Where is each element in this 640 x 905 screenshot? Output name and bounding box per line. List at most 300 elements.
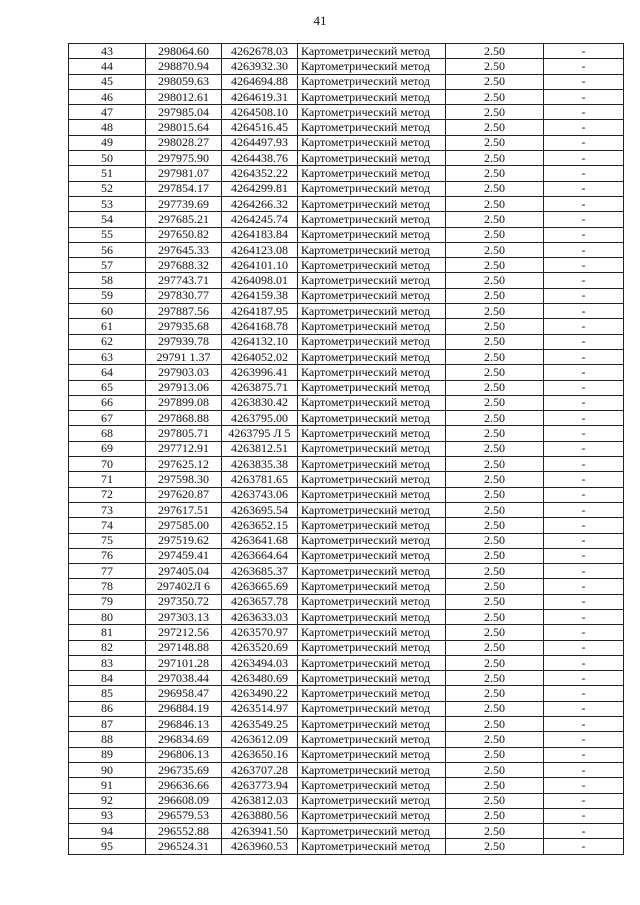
x-coordinate-cell: 297585.00	[146, 518, 222, 533]
method-cell: Картометрический метод	[298, 166, 446, 181]
point-number-cell: 63	[69, 349, 146, 364]
note-cell: -	[544, 426, 624, 441]
point-number-cell: 81	[69, 625, 146, 640]
point-number-cell: 57	[69, 258, 146, 273]
method-cell: Картометрический метод	[298, 288, 446, 303]
accuracy-cell: 2.50	[446, 457, 544, 472]
point-number-cell: 66	[69, 395, 146, 410]
accuracy-cell: 2.50	[446, 518, 544, 533]
note-cell: -	[544, 502, 624, 517]
x-coordinate-cell: 296806.13	[146, 747, 222, 762]
accuracy-cell: 2.50	[446, 380, 544, 395]
x-coordinate-cell: 297598.30	[146, 472, 222, 487]
y-coordinate-cell: 4264352.22	[222, 166, 298, 181]
x-coordinate-cell: 297617.51	[146, 502, 222, 517]
y-coordinate-cell: 4263514.97	[222, 701, 298, 716]
accuracy-cell: 2.50	[446, 579, 544, 594]
x-coordinate-cell: 297913.06	[146, 380, 222, 395]
accuracy-cell: 2.50	[446, 487, 544, 502]
x-coordinate-cell: 297985.04	[146, 105, 222, 120]
method-cell: Картометрический метод	[298, 717, 446, 732]
method-cell: Картометрический метод	[298, 395, 446, 410]
table-row	[69, 778, 624, 793]
note-cell: -	[544, 120, 624, 135]
x-coordinate-cell: 296958.47	[146, 686, 222, 701]
note-cell: -	[544, 548, 624, 563]
accuracy-cell: 2.50	[446, 778, 544, 793]
point-number-cell: 61	[69, 319, 146, 334]
table-row	[69, 441, 624, 456]
point-number-cell: 78	[69, 579, 146, 594]
x-coordinate-cell: 297868.88	[146, 411, 222, 426]
method-cell: Картометрический метод	[298, 808, 446, 823]
y-coordinate-cell: 4263520.69	[222, 640, 298, 655]
y-coordinate-cell: 4264497.93	[222, 135, 298, 150]
table-row	[69, 609, 624, 624]
x-coordinate-cell: 297830.77	[146, 288, 222, 303]
method-cell: Картометрический метод	[298, 242, 446, 257]
y-coordinate-cell: 4262678.03	[222, 44, 298, 59]
x-coordinate-cell: 298870.94	[146, 59, 222, 74]
point-number-cell: 75	[69, 533, 146, 548]
accuracy-cell: 2.50	[446, 594, 544, 609]
point-number-cell: 84	[69, 671, 146, 686]
method-cell: Картометрический метод	[298, 74, 446, 89]
method-cell: Картометрический метод	[298, 319, 446, 334]
table-row	[69, 426, 624, 441]
table-row	[69, 411, 624, 426]
point-number-cell: 55	[69, 227, 146, 242]
method-cell: Картометрический метод	[298, 640, 446, 655]
table-row	[69, 319, 624, 334]
method-cell: Картометрический метод	[298, 824, 446, 839]
note-cell: -	[544, 625, 624, 640]
note-cell: -	[544, 839, 624, 854]
page-number: 41	[313, 13, 327, 28]
table-row	[69, 625, 624, 640]
y-coordinate-cell: 4264159.38	[222, 288, 298, 303]
method-cell: Картометрический метод	[298, 441, 446, 456]
table-row	[69, 579, 624, 594]
coordinates-table	[68, 43, 624, 855]
y-coordinate-cell: 4263707.28	[222, 762, 298, 777]
y-coordinate-cell: 4263795.00	[222, 411, 298, 426]
table-row	[69, 487, 624, 502]
note-cell: -	[544, 273, 624, 288]
accuracy-cell: 2.50	[446, 411, 544, 426]
y-coordinate-cell: 4264438.76	[222, 151, 298, 166]
table-row	[69, 120, 624, 135]
x-coordinate-cell: 297459.41	[146, 548, 222, 563]
y-coordinate-cell: 4264052.02	[222, 349, 298, 364]
table-row	[69, 747, 624, 762]
x-coordinate-cell: 297212.56	[146, 625, 222, 640]
method-cell: Картометрический метод	[298, 151, 446, 166]
y-coordinate-cell: 4263641.68	[222, 533, 298, 548]
x-coordinate-cell: 297805.71	[146, 426, 222, 441]
note-cell: -	[544, 212, 624, 227]
point-number-cell: 69	[69, 441, 146, 456]
accuracy-cell: 2.50	[446, 120, 544, 135]
point-number-cell: 59	[69, 288, 146, 303]
table-row	[69, 181, 624, 196]
accuracy-cell: 2.50	[446, 288, 544, 303]
y-coordinate-cell: 4263835.38	[222, 457, 298, 472]
note-cell: -	[544, 166, 624, 181]
point-number-cell: 48	[69, 120, 146, 135]
method-cell: Картометрический метод	[298, 579, 446, 594]
table-row	[69, 212, 624, 227]
accuracy-cell: 2.50	[446, 564, 544, 579]
accuracy-cell: 2.50	[446, 686, 544, 701]
point-number-cell: 44	[69, 59, 146, 74]
table-row	[69, 472, 624, 487]
note-cell: -	[544, 686, 624, 701]
x-coordinate-cell: 297303.13	[146, 609, 222, 624]
x-coordinate-cell: 297038.44	[146, 671, 222, 686]
x-coordinate-cell: 296884.19	[146, 701, 222, 716]
method-cell: Картометрический метод	[298, 44, 446, 59]
method-cell: Картометрический метод	[298, 135, 446, 150]
y-coordinate-cell: 4264168.78	[222, 319, 298, 334]
table-row	[69, 89, 624, 104]
accuracy-cell: 2.50	[446, 181, 544, 196]
note-cell: -	[544, 349, 624, 364]
note-cell: -	[544, 518, 624, 533]
x-coordinate-cell: 297645.33	[146, 242, 222, 257]
y-coordinate-cell: 4264101.10	[222, 258, 298, 273]
table-row	[69, 518, 624, 533]
y-coordinate-cell: 4263875.71	[222, 380, 298, 395]
x-coordinate-cell: 297899.08	[146, 395, 222, 410]
y-coordinate-cell: 4263695.54	[222, 502, 298, 517]
x-coordinate-cell: 298015.64	[146, 120, 222, 135]
method-cell: Картометрический метод	[298, 273, 446, 288]
method-cell: Картометрический метод	[298, 181, 446, 196]
point-number-cell: 58	[69, 273, 146, 288]
point-number-cell: 49	[69, 135, 146, 150]
point-number-cell: 72	[69, 487, 146, 502]
method-cell: Картометрический метод	[298, 701, 446, 716]
method-cell: Картометрический метод	[298, 625, 446, 640]
note-cell: -	[544, 258, 624, 273]
table-row	[69, 824, 624, 839]
y-coordinate-cell: 4264187.95	[222, 304, 298, 319]
method-cell: Картометрический метод	[298, 839, 446, 854]
method-cell: Картометрический метод	[298, 380, 446, 395]
point-number-cell: 71	[69, 472, 146, 487]
note-cell: -	[544, 671, 624, 686]
table-row	[69, 273, 624, 288]
y-coordinate-cell: 4263812.51	[222, 441, 298, 456]
method-cell: Картометрический метод	[298, 732, 446, 747]
table-row	[69, 59, 624, 74]
x-coordinate-cell: 297148.88	[146, 640, 222, 655]
note-cell: -	[544, 533, 624, 548]
note-cell: -	[544, 304, 624, 319]
point-number-cell: 82	[69, 640, 146, 655]
y-coordinate-cell: 4263490.22	[222, 686, 298, 701]
table-row	[69, 242, 624, 257]
y-coordinate-cell: 4263830.42	[222, 395, 298, 410]
x-coordinate-cell: 297975.90	[146, 151, 222, 166]
method-cell: Картометрический метод	[298, 426, 446, 441]
note-cell: -	[544, 242, 624, 257]
note-cell: -	[544, 824, 624, 839]
table-row	[69, 839, 624, 854]
y-coordinate-cell: 4264098.01	[222, 273, 298, 288]
table-row	[69, 365, 624, 380]
accuracy-cell: 2.50	[446, 793, 544, 808]
point-number-cell: 50	[69, 151, 146, 166]
note-cell: -	[544, 808, 624, 823]
point-number-cell: 56	[69, 242, 146, 257]
accuracy-cell: 2.50	[446, 227, 544, 242]
point-number-cell: 64	[69, 365, 146, 380]
method-cell: Картометрический метод	[298, 227, 446, 242]
x-coordinate-cell: 297935.68	[146, 319, 222, 334]
accuracy-cell: 2.50	[446, 89, 544, 104]
point-number-cell: 53	[69, 196, 146, 211]
point-number-cell: 54	[69, 212, 146, 227]
table-row	[69, 105, 624, 120]
x-coordinate-cell: 296834.69	[146, 732, 222, 747]
y-coordinate-cell: 4263880.56	[222, 808, 298, 823]
note-cell: -	[544, 472, 624, 487]
note-cell: -	[544, 151, 624, 166]
accuracy-cell: 2.50	[446, 839, 544, 854]
point-number-cell: 94	[69, 824, 146, 839]
note-cell: -	[544, 609, 624, 624]
x-coordinate-cell: 297625.12	[146, 457, 222, 472]
accuracy-cell: 2.50	[446, 732, 544, 747]
x-coordinate-cell: 297101.28	[146, 655, 222, 670]
y-coordinate-cell: 4263996.41	[222, 365, 298, 380]
accuracy-cell: 2.50	[446, 701, 544, 716]
note-cell: -	[544, 441, 624, 456]
x-coordinate-cell: 296846.13	[146, 717, 222, 732]
note-cell: -	[544, 579, 624, 594]
y-coordinate-cell: 4263932.30	[222, 59, 298, 74]
note-cell: -	[544, 89, 624, 104]
table-row	[69, 594, 624, 609]
y-coordinate-cell: 4263941.50	[222, 824, 298, 839]
table-row	[69, 564, 624, 579]
note-cell: -	[544, 181, 624, 196]
method-cell: Картометрический метод	[298, 518, 446, 533]
table-row	[69, 717, 624, 732]
point-number-cell: 87	[69, 717, 146, 732]
accuracy-cell: 2.50	[446, 44, 544, 59]
point-number-cell: 43	[69, 44, 146, 59]
y-coordinate-cell: 4263633.03	[222, 609, 298, 624]
note-cell: -	[544, 655, 624, 670]
point-number-cell: 91	[69, 778, 146, 793]
accuracy-cell: 2.50	[446, 258, 544, 273]
note-cell: -	[544, 747, 624, 762]
accuracy-cell: 2.50	[446, 655, 544, 670]
x-coordinate-cell: 298059.63	[146, 74, 222, 89]
y-coordinate-cell: 4264245.74	[222, 212, 298, 227]
method-cell: Картометрический метод	[298, 778, 446, 793]
y-coordinate-cell: 4263773.94	[222, 778, 298, 793]
accuracy-cell: 2.50	[446, 533, 544, 548]
accuracy-cell: 2.50	[446, 395, 544, 410]
note-cell: -	[544, 701, 624, 716]
accuracy-cell: 2.50	[446, 762, 544, 777]
note-cell: -	[544, 487, 624, 502]
point-number-cell: 88	[69, 732, 146, 747]
point-number-cell: 68	[69, 426, 146, 441]
method-cell: Картометрический метод	[298, 671, 446, 686]
x-coordinate-cell: 297405.04	[146, 564, 222, 579]
note-cell: -	[544, 564, 624, 579]
note-cell: -	[544, 762, 624, 777]
y-coordinate-cell: 4263685.37	[222, 564, 298, 579]
x-coordinate-cell: 296735.69	[146, 762, 222, 777]
table-row	[69, 44, 624, 59]
y-coordinate-cell: 4263664.64	[222, 548, 298, 563]
accuracy-cell: 2.50	[446, 717, 544, 732]
accuracy-cell: 2.50	[446, 808, 544, 823]
accuracy-cell: 2.50	[446, 747, 544, 762]
table-row	[69, 701, 624, 716]
note-cell: -	[544, 594, 624, 609]
point-number-cell: 93	[69, 808, 146, 823]
point-number-cell: 65	[69, 380, 146, 395]
accuracy-cell: 2.50	[446, 74, 544, 89]
coordinates-table-body	[69, 44, 624, 855]
note-cell: -	[544, 288, 624, 303]
table-row	[69, 349, 624, 364]
method-cell: Картометрический метод	[298, 258, 446, 273]
method-cell: Картометрический метод	[298, 120, 446, 135]
x-coordinate-cell: 297620.87	[146, 487, 222, 502]
x-coordinate-cell: 296636.66	[146, 778, 222, 793]
point-number-cell: 79	[69, 594, 146, 609]
method-cell: Картометрический метод	[298, 686, 446, 701]
note-cell: -	[544, 778, 624, 793]
method-cell: Картометрический метод	[298, 487, 446, 502]
method-cell: Картометрический метод	[298, 502, 446, 517]
accuracy-cell: 2.50	[446, 59, 544, 74]
point-number-cell: 47	[69, 105, 146, 120]
table-row	[69, 151, 624, 166]
table-row	[69, 74, 624, 89]
note-cell: -	[544, 334, 624, 349]
table-row	[69, 732, 624, 747]
method-cell: Картометрический метод	[298, 411, 446, 426]
accuracy-cell: 2.50	[446, 151, 544, 166]
table-row	[69, 502, 624, 517]
table-row	[69, 227, 624, 242]
y-coordinate-cell: 4263652.15	[222, 518, 298, 533]
note-cell: -	[544, 105, 624, 120]
note-cell: -	[544, 227, 624, 242]
x-coordinate-cell: 29791 1.37	[146, 349, 222, 364]
table-row	[69, 655, 624, 670]
x-coordinate-cell: 297402Л 6	[146, 579, 222, 594]
accuracy-cell: 2.50	[446, 824, 544, 839]
x-coordinate-cell: 296552.88	[146, 824, 222, 839]
point-number-cell: 90	[69, 762, 146, 777]
x-coordinate-cell: 297688.32	[146, 258, 222, 273]
point-number-cell: 76	[69, 548, 146, 563]
note-cell: -	[544, 640, 624, 655]
x-coordinate-cell: 297712.91	[146, 441, 222, 456]
note-cell: -	[544, 395, 624, 410]
y-coordinate-cell: 4263657.78	[222, 594, 298, 609]
accuracy-cell: 2.50	[446, 609, 544, 624]
method-cell: Картометрический метод	[298, 334, 446, 349]
x-coordinate-cell: 298064.60	[146, 44, 222, 59]
table-row	[69, 395, 624, 410]
y-coordinate-cell: 4263812.03	[222, 793, 298, 808]
table-row	[69, 640, 624, 655]
y-coordinate-cell: 4264508.10	[222, 105, 298, 120]
x-coordinate-cell: 297519.62	[146, 533, 222, 548]
table-row	[69, 334, 624, 349]
x-coordinate-cell: 298012.61	[146, 89, 222, 104]
note-cell: -	[544, 196, 624, 211]
point-number-cell: 70	[69, 457, 146, 472]
note-cell: -	[544, 74, 624, 89]
y-coordinate-cell: 4263743.06	[222, 487, 298, 502]
table-row	[69, 762, 624, 777]
accuracy-cell: 2.50	[446, 625, 544, 640]
accuracy-cell: 2.50	[446, 548, 544, 563]
x-coordinate-cell: 296579.53	[146, 808, 222, 823]
point-number-cell: 77	[69, 564, 146, 579]
point-number-cell: 62	[69, 334, 146, 349]
y-coordinate-cell: 4263549.25	[222, 717, 298, 732]
point-number-cell: 89	[69, 747, 146, 762]
table-row	[69, 288, 624, 303]
method-cell: Картометрический метод	[298, 457, 446, 472]
table-row	[69, 135, 624, 150]
accuracy-cell: 2.50	[446, 426, 544, 441]
y-coordinate-cell: 4263781.65	[222, 472, 298, 487]
y-coordinate-cell: 4263494.03	[222, 655, 298, 670]
y-coordinate-cell: 4264694.88	[222, 74, 298, 89]
method-cell: Картометрический метод	[298, 533, 446, 548]
note-cell: -	[544, 365, 624, 380]
table-row	[69, 304, 624, 319]
method-cell: Картометрический метод	[298, 793, 446, 808]
x-coordinate-cell: 297739.69	[146, 196, 222, 211]
point-number-cell: 73	[69, 502, 146, 517]
method-cell: Картометрический метод	[298, 59, 446, 74]
point-number-cell: 80	[69, 609, 146, 624]
method-cell: Картометрический метод	[298, 762, 446, 777]
x-coordinate-cell: 297350.72	[146, 594, 222, 609]
y-coordinate-cell: 4264123.08	[222, 242, 298, 257]
method-cell: Картометрический метод	[298, 548, 446, 563]
point-number-cell: 86	[69, 701, 146, 716]
accuracy-cell: 2.50	[446, 334, 544, 349]
table-row	[69, 686, 624, 701]
accuracy-cell: 2.50	[446, 502, 544, 517]
y-coordinate-cell: 4263665.69	[222, 579, 298, 594]
accuracy-cell: 2.50	[446, 319, 544, 334]
point-number-cell: 92	[69, 793, 146, 808]
accuracy-cell: 2.50	[446, 212, 544, 227]
method-cell: Картометрический метод	[298, 196, 446, 211]
note-cell: -	[544, 59, 624, 74]
method-cell: Картометрический метод	[298, 609, 446, 624]
note-cell: -	[544, 411, 624, 426]
y-coordinate-cell: 4263570.97	[222, 625, 298, 640]
